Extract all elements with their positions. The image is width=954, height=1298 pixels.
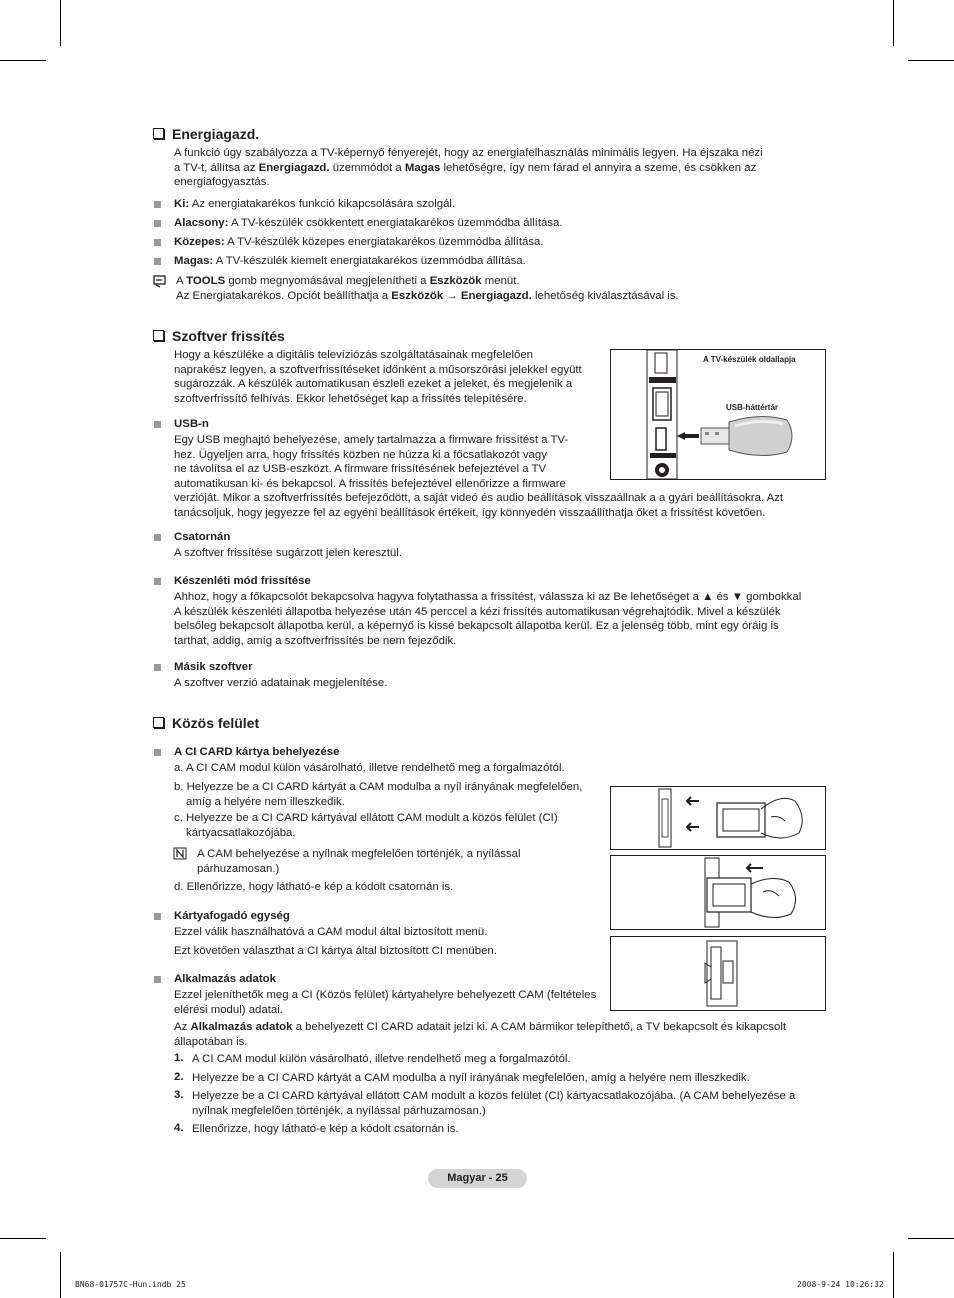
print-file-info: BN68-01757C-Hun.indb 25 <box>75 1280 186 1289</box>
ci-step-d: d. Ellenőrizze, hogy látható-e kép a kódolt csatornán is. <box>174 881 454 893</box>
crop-mark <box>908 60 954 61</box>
bullet-square <box>154 534 161 541</box>
ci-step-b: b. Helyezze be a CI CARD kártyát a CAM modulba a nyíl irányának megfelelően, amíg a helyére nem illeszkedik. <box>174 781 583 808</box>
crop-mark <box>893 0 894 46</box>
bullet-square <box>154 258 161 265</box>
cam-card-illustration <box>611 937 825 1010</box>
energy-option: Ki: Az energiatakarékos funkció kikapcsolására szolgál. <box>174 198 456 210</box>
page-number-badge: Magyar - 25 <box>428 1169 527 1188</box>
usb-text: Egy USB meghajtó behelyezése, amely tartalmazza a firmware frissítést a TV- hez. Ügyeljen arra, hogy frissítés közben ne húzza ki a főcsatlakozót vagy ne távolítsa el az USB-eszközt. A firmware frissítésének befejeztével a TV automatikusan ki- és bekapcsol. A frissítés befejeztével ellenőrizze a firmware verzióját. Mikor a szoftverfrissítés befejeződött, a saját videó és audio beállítások visszaállnak a a gyári beállításokra. Azt tanácsoljuk, hogy jegyezze fel az egyéni beállítások értékeit, így könnyedén visszaállíthatja őket a frissítést követően. <box>174 434 784 519</box>
holder-title: Kártyafogadó egység <box>174 910 290 922</box>
section-title-energy: Energiagazd. <box>153 126 259 142</box>
note-icon <box>173 847 187 860</box>
alt-software-text: A szoftver verzió adatainak megjelenítése. <box>174 677 388 689</box>
app-data-text: Ezzel jeleníthetők meg a CI (Közös felület) kártyahelyre behelyezett CAM (feltételes elérési modul) adatai. <box>174 989 597 1016</box>
crop-mark <box>908 1238 954 1239</box>
usb-title: USB-n <box>174 418 209 430</box>
holder-text-1: Ezzel válik használhatóvá a CAM modul által biztosított menü. <box>174 926 488 938</box>
cam-card-illustration <box>611 787 825 849</box>
checkbox-icon <box>153 717 164 728</box>
image-label-tv-side: A TV-készülék oldallapja <box>703 355 796 364</box>
ci-insert-image-2 <box>610 855 826 930</box>
ci-card-title: A CI CARD kártya behelyezése <box>174 746 340 758</box>
step-text: Helyezze be a CI CARD kártyát a CAM modulba a nyíl irányának megfelelően, amíg a helyére nem illeszkedik. <box>192 1072 750 1084</box>
energy-option: Magas: A TV-készülék kiemelt energiatakarékos üzemmódba állítása. <box>174 255 526 267</box>
bullet-square <box>154 201 161 208</box>
bullet-square <box>154 976 161 983</box>
checkbox-icon <box>153 330 164 341</box>
energy-option: Alacsony: A TV-készülék csökkentett energiatakarékos üzemmódba állítása. <box>174 217 563 229</box>
bullet-square <box>154 220 161 227</box>
bullet-square <box>154 749 161 756</box>
crop-mark <box>60 0 61 46</box>
section-title-ci: Közös felület <box>153 715 259 731</box>
bullet-square <box>154 421 161 428</box>
crop-mark <box>60 1252 61 1298</box>
crop-mark <box>0 1238 46 1239</box>
app-data-title: Alkalmazás adatok <box>174 973 276 985</box>
checkbox-icon <box>153 128 164 139</box>
ci-step-a: a. A CI CAM modul külön vásárolható, illetve rendelhető meg a forgalmazótól. <box>174 762 565 774</box>
section-title-software: Szoftver frissítés <box>153 328 285 344</box>
ci-note: A CAM behelyezése a nyílnak megfelelően történjék, a nyílással párhuzamosan.) <box>197 848 521 875</box>
standby-text: Ahhoz, hogy a főkapcsolót bekapcsolva hagyva folytathassa a frissítést, válassza ki az Be lehetőséget a ▲ és ▼ gombokkal A készülék készenléti állapotba helyezése után 45 perccel a kézi frissítés automatikusan végrehajtódik. Mivel a készülék belsőleg bekapcsolt állapotba kerül, a képernyő is kissé bekapcsolt állapotba kerül. Ez a jelenség több, mint egy óráig is tarthat, addig, amíg a szoftverfrissítés be nem fejeződik. <box>174 591 802 647</box>
image-label-usb: USB-háttértár <box>726 403 779 412</box>
ci-insert-image-1 <box>610 786 826 850</box>
step-number: 1. <box>174 1052 184 1064</box>
tools-note: A TOOLS gomb megnyomásával megjelenítheti a Eszközök menüt. Az Energiatakarékos. Opciót beállíthatja a Eszközök → Energiagazd. lehetőség kiválasztásával is. <box>176 275 679 302</box>
app-data-text-2: Az Alkalmazás adatok a behelyezett CI CARD adatait jelzi ki. A CAM bármikor telepíthető, a TV bekapcsolt és kikapcsolt állapotában is. <box>174 1021 787 1048</box>
step-number: 2. <box>174 1071 184 1083</box>
ci-step-c: c. Helyezze be a CI CARD kártyával ellátott CAM modult a közös felület (CI) kártyacsatlakozójába. <box>174 812 558 839</box>
bullet-square <box>154 239 161 246</box>
bullet-square <box>154 664 161 671</box>
standby-title: Készenléti mód frissítése <box>174 575 311 587</box>
channel-title: Csatornán <box>174 531 231 543</box>
step-text: Helyezze be a CI CARD kártyával ellátott CAM modult a közös felület (CI) kártyacsatlakozójába. (A CAM behelyezése a nyílnak megfelelően történjék, a nyílással párhuzamosan.) <box>192 1090 796 1117</box>
tools-icon <box>153 275 167 288</box>
software-intro: Hogy a készüléke a digitális televíziózás szolgáltatásainak megfelelően naprakész legyen, a szoftverfrissítéseket időnként a műsorszórási jelekkel együtt sugározzák. A készülék automatikusan észleli ezeket a jeleket, és megjelenik a szoftverfrissítő felhívás. Ekkor lehetőséget kap a frissítés telepítésére. <box>174 349 582 405</box>
print-date-info: 2008-9-24 10:26:32 <box>797 1280 884 1289</box>
step-number: 3. <box>174 1089 184 1101</box>
bullet-square <box>154 913 161 920</box>
step-number: 4. <box>174 1122 184 1134</box>
ci-insert-image-3 <box>610 936 826 1011</box>
crop-mark <box>893 1252 894 1298</box>
energy-intro: A funkció úgy szabályozza a TV-képernyő fényerejét, hogy az energiafelhasználás minimális legyen. Ha éjszaka nézi a TV-t, állítsa az Energiagazd. üzemmódot a Magas lehetőségre, így nem fárad el annyira a szeme, és csökken az energiafogyasztás. <box>174 147 763 188</box>
bullet-square <box>154 578 161 585</box>
channel-text: A szoftver frissítése sugárzott jelen keresztül. <box>174 547 402 559</box>
energy-option: Közepes: A TV-készülék közepes energiatakarékos üzemmódba állítása. <box>174 236 544 248</box>
cam-card-illustration <box>611 856 825 929</box>
step-text: A CI CAM modul külön vásárolható, illetve rendelhető meg a forgalmazótól. <box>192 1053 571 1065</box>
crop-mark <box>0 60 46 61</box>
step-text: Ellenőrizze, hogy látható-e kép a kódolt csatornán is. <box>192 1123 459 1135</box>
alt-software-title: Másik szoftver <box>174 661 253 673</box>
holder-text-2: Ezt követően választhat a CI kártya által biztosított CI menüben. <box>174 945 497 957</box>
